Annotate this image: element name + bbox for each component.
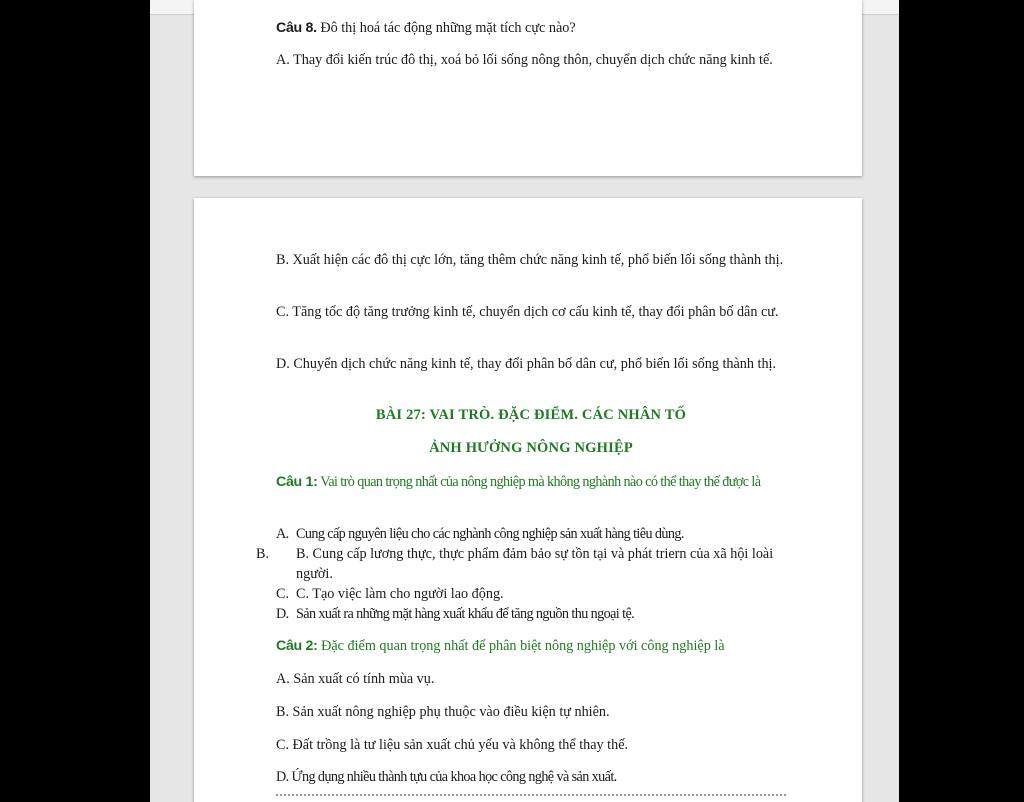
question-2-option-c: C. Đất trồng là tư liệu sản xuất chủ yếu và không thể thay thế.	[276, 737, 629, 753]
question-8-option-d: D. Chuyển dịch chức năng kinh tế, thay đổi phân bố dân cư, phổ biến lối sống thành thị.	[276, 356, 777, 372]
question-2-option-a: A. Sản xuất có tính mùa vụ.	[276, 671, 435, 687]
lesson-heading-line-2: ẢNH HƯỞNG NÔNG NGHIỆP	[429, 440, 633, 456]
option-text: B. Cung cấp lương thực, thực phẩm đảm bảo sự tồn tại và phát triern của xã hội loài người.	[296, 546, 774, 582]
question-1-text: Vai trò quan trọng nhất của nông nghiệp mà không nghành nào có thể thay thế được là	[317, 474, 761, 490]
question-8-label: Câu 8.	[276, 20, 317, 36]
next-line-cutoff	[276, 794, 786, 802]
option-letter: C.	[276, 586, 290, 602]
question-1-stem	[276, 472, 786, 492]
option-letter: A.	[276, 526, 289, 542]
question-2-text: Đặc điểm quan trọng nhất để phân biệt nông nghiệp với công nghiệp là	[317, 638, 725, 654]
lesson-heading-line-1: BÀI 27: VAI TRÒ. ĐẶC ĐIỂM. CÁC NHÂN TỐ	[375, 407, 687, 423]
question-1-option-c	[276, 584, 786, 604]
question-1-option-b	[256, 544, 786, 584]
question-8-option-c: C. Tăng tốc độ tăng trưởng kinh tế, chuyển dịch cơ cấu kinh tế, thay đổi phân bố dân cư.	[276, 304, 779, 320]
question-1-option-d	[276, 604, 786, 624]
option-letter: B.	[256, 546, 270, 562]
document-page-1	[194, 0, 862, 176]
document-viewer[interactable]	[150, 0, 899, 802]
option-text: Sản xuất ra những mặt hàng xuất khẩu để tăng nguồn thu ngoại tệ.	[296, 606, 635, 622]
question-2-option-b: B. Sản xuất nông nghiệp phụ thuộc vào điều kiện tự nhiên.	[276, 704, 610, 720]
question-8-stem	[276, 18, 786, 38]
question-8-text: Đô thị hoá tác động những mặt tích cực nào?	[316, 20, 576, 36]
document-page-2	[194, 198, 862, 802]
option-text: Cung cấp nguyên liệu cho các nghành công nghiệp sản xuất hàng tiêu dùng.	[296, 526, 684, 542]
question-2-option-d: D. Ứng dụng nhiều thành tựu của khoa học công nghệ và sản xuất.	[276, 769, 617, 785]
option-letter: D.	[276, 606, 289, 622]
option-text: C. Tạo việc làm cho người lao động.	[296, 586, 504, 602]
question-8-option-a: A. Thay đổi kiến trúc đô thị, xoá bỏ lối sống nông thôn, chuyển dịch chức năng kinh tế.	[276, 52, 773, 68]
question-2-label: Câu 2:	[276, 638, 318, 654]
question-1-option-a	[276, 524, 786, 544]
question-2-stem	[276, 636, 786, 656]
question-8-option-b: B. Xuất hiện các đô thị cực lớn, tăng thêm chức năng kinh tế, phổ biến lối sống thành thị.	[276, 252, 784, 268]
question-1-label: Câu 1:	[276, 474, 318, 490]
